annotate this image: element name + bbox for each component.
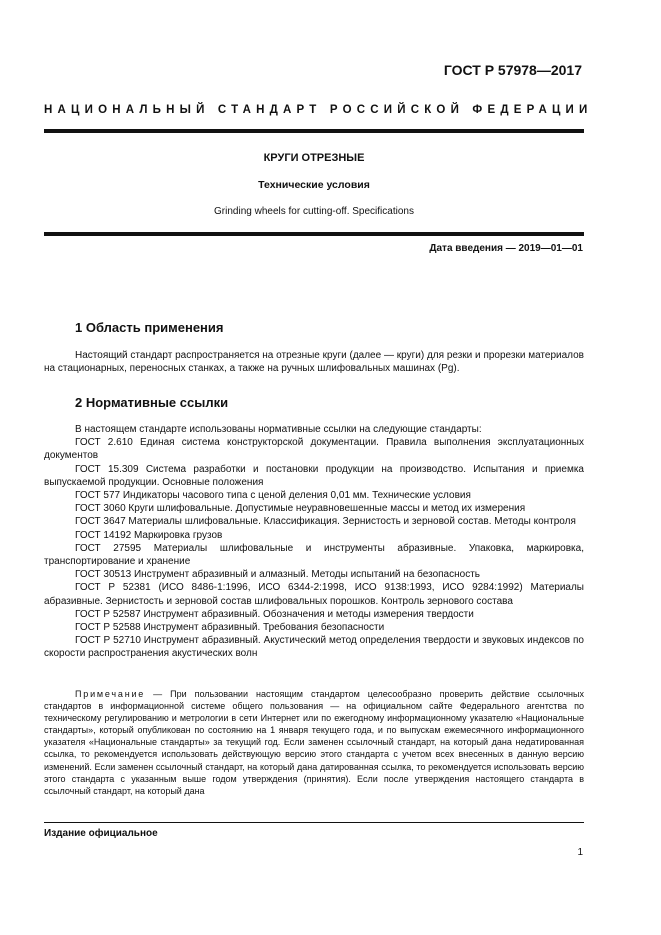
reference-item: ГОСТ 14192 Маркировка грузов [75,529,223,541]
official-edition-label: Издание официальное [44,828,158,839]
document-subtitle: Технические условия [258,179,370,191]
reference-item: ГОСТ 3060 Круги шлифовальные. Допустимые неуравновешенные массы и метод их измерения [75,503,526,515]
reference-item: ГОСТ 577 Индикаторы часового типа с ценой деления 0,01 мм. Технические условия [75,490,471,502]
note-text: — При пользовании настоящим стандартом целесообразно проверить действие ссылочных стандартов в информационной системе общего пользования — на официальном сайте Федерального агентства по техническому регулированию и метрологии в сети Интернет или по ежегодному информационному указателю «Национальные стандарты», который опубликован по состоянию на 1 января текущего года, и по выпускам ежемесячного информационного указателя «Национальные стандарты» за текущий год. Если заменен ссылочный стандарт, на который дана недатированная ссылка, то рекомендуется использовать действующую версию этого стандарта с учетом всех внесенных в данную версию изменений. Если заменен ссылочный стандарт, на который дана датированная ссылка, то рекомендуется использовать версию этого стандарта с указанным выше годом утверждения (принятия). Если после утверждения настоящего стандарта в ссылочный стандарт, на который дана [44,689,584,796]
references-intro: В настоящем стандарте использованы нормативные ссылки на следующие стандарты: [75,424,482,435]
section-2-heading: 2 Нормативные ссылки [75,395,229,410]
footer-rule [44,822,584,823]
note-label: Примечание [75,689,146,699]
reference-item: ГОСТ Р 52588 Инструмент абразивный. Требования безопасности [75,622,385,634]
reference-item: ГОСТ 27595 Материалы шлифовальные и инструменты абразивные. Упаковка, маркировка, транспортирование и хранение [44,542,584,568]
english-title: Grinding wheels for cutting-off. Specifications [214,206,414,217]
bottom-rule [44,232,584,236]
national-standard-banner: НАЦИОНАЛЬНЫЙ СТАНДАРТ РОССИЙСКОЙ ФЕДЕРАЦИИ [44,104,593,116]
reference-item: ГОСТ 3647 Материалы шлифовальные. Классификация. Зернистость и зерновой состав. Методы контроля [75,516,576,528]
reference-item: ГОСТ 15.309 Система разработки и постановки продукции на производство. Испытания и приемка выпускаемой продукции. Основные положения [44,463,584,488]
reference-item: ГОСТ Р 52587 Инструмент абразивный. Обозначения и методы измерения твердости [75,608,474,620]
page-number: 1 [577,847,583,858]
document-title: КРУГИ ОТРЕЗНЫЕ [263,152,365,164]
gost-number: ГОСТ Р 57978—2017 [443,62,582,78]
reference-item: ГОСТ Р 52381 (ИСО 8486-1:1996, ИСО 6344-2:1998, ИСО 9138:1993, ИСО 9284:1992) Материалы абразивные. Зернистость и зерновой состав шлифовальных порошков. Контроль зернового состава [44,582,584,607]
reference-item: ГОСТ 30513 Инструмент абразивный и алмазный. Методы испытаний на безопасность [75,569,480,581]
introduction-date: Дата введения — 2019—01—01 [429,243,583,254]
section-1-body [44,349,584,375]
section-1-heading: 1 Область применения [75,320,224,335]
section-1-paragraph: Настоящий стандарт распространяется на отрезные круги (далее — круги) для резки и прорезки материалов на стационарных, переносных станках, а также на ручных шлифовальных машинах (Pg). [44,350,584,375]
normative-references-list [44,423,584,661]
references-note [44,688,584,797]
reference-item: ГОСТ 2.610 Единая система конструкторской документации. Правила выполнения эксплуатационных документов [44,437,584,462]
top-rule [44,129,584,133]
reference-item: ГОСТ Р 52710 Инструмент абразивный. Акустический метод определения твердости и звуковых индексов по скорости распространения акустических волн [44,635,584,660]
